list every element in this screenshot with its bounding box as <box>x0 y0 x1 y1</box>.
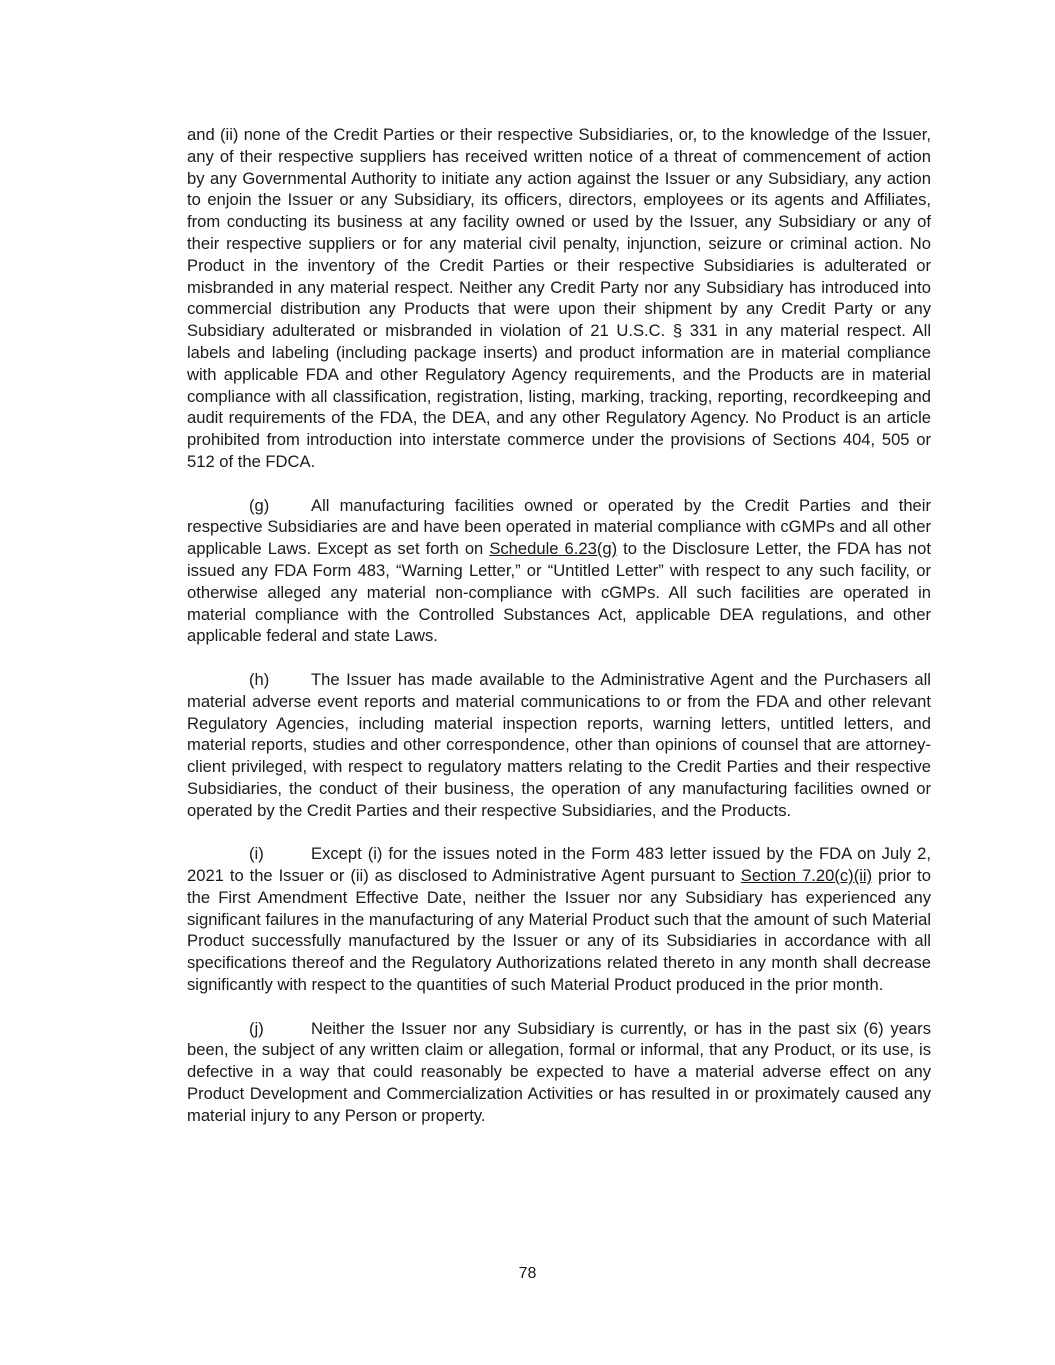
paragraph-j-label: (j) <box>249 1018 264 1038</box>
paragraph-f-text: and (ii) none of the Credit Parties or their respective Subsidiaries, or, to the knowledge of the Issuer, any of their respective suppliers has received written notice of a threat of commencement of action by any Governmental Authority to initiate any action against the Issuer or any Subsidiary, any action to enjoin the Issuer or any Subsidiary, its officers, directors, employees or its agents and Affiliates, from conducting its business at any facility owned or used by the Issuer, any Subsidiary or any of their respective suppliers or for any material civil penalty, injunction, seizure or criminal action. No Product in the inventory of the Credit Parties or their respective Subsidiaries is adulterated or misbranded in any material respect. Neither any Credit Party nor any Subsidiary has introduced into commercial distribution any Products that were upon their shipment by any Credit Party or any Subsidiary adulterated or misbranded in violation of 21 U.S.C. § 331 in any material respect. All labels and labeling (including package inserts) and product information are in material compliance with applicable FDA and other Regulatory Agency requirements, and the Products are in material compliance with all classification, registration, listing, marking, tracking, reporting, recordkeeping and audit requirements of the FDA, the DEA, and any other Regulatory Agency. No Product is an article prohibited from introduction into interstate commerce under the provisions of Sections 404, 505 or 512 of the FDCA. <box>187 125 931 471</box>
paragraph-j <box>187 1018 931 1127</box>
paragraph-j-text: Neither the Issuer nor any Subsidiary is currently, or has in the past six (6) years been, the subject of any written claim or allegation, formal or informal, that any Product, or its use, is defective in a way that could reasonably be expected to have a material adverse effect on any Product Development and Commercialization Activities or has resulted in or proximately caused any material injury to any Person or property. <box>187 1018 931 1125</box>
paragraph-h <box>187 669 931 822</box>
paragraph-f-continuation <box>187 124 931 473</box>
paragraph-i <box>187 843 931 996</box>
paragraph-h-text: The Issuer has made available to the Administrative Agent and the Purchasers all material adverse event reports and material communications to or from the FDA and other relevant Regulatory Agencies, including material inspection reports, warning letters, untitled letters, and material reports, studies and other correspondence, other than opinions of counsel that are attorney-client privileged, with respect to regulatory matters relating to the Credit Parties and their respective Subsidiaries, the conduct of their business, the operation of any manufacturing facilities owned or operated by the Credit Parties and their respective Subsidiaries, and the Products. <box>187 669 931 820</box>
paragraph-i-text-2: prior to the First Amendment Effective Date, neither the Issuer nor any Subsidiary has experienced any significant failures in the manufacturing of any Material Product such that the amount of such Material Product successfully manufactured by the Issuer or any of its Subsidiaries in accordance with all specifications thereof and the Regulatory Authorizations related thereto in any month shall decrease significantly with respect to the quantities of such Material Product produced in the prior month. <box>187 866 931 995</box>
paragraph-i-label: (i) <box>249 844 264 864</box>
schedule-reference-link: Schedule 6.23(g) <box>489 539 618 559</box>
paragraph-g-text-1: All manufacturing facilities owned or operated by the Credit Parties and their respective Subsidiaries are and have been operated in material compliance with cGMPs and all other applicable Laws. Except as set forth on <box>187 495 931 559</box>
paragraph-i-text-1: Except (i) for the issues noted in the Form 483 letter issued by the FDA on July 2, 2021 to the Issuer or (ii) as disclosed to Administrative Agent pursuant to <box>187 844 931 886</box>
document-body <box>187 124 931 1127</box>
paragraph-g-text-2: to the Disclosure Letter, the FDA has not issued any FDA Form 483, “Warning Letter,” or “Untitled Letter” with respect to any such facility, or otherwise alleged any material non-compliance with cGMPs. All such facilities are operated in material compliance with the Controlled Substances Act, applicable DEA regulations, and other applicable federal and state Laws. <box>187 539 931 646</box>
paragraph-g <box>187 495 931 648</box>
paragraph-h-label: (h) <box>249 669 270 689</box>
page-number: 78 <box>518 1265 537 1282</box>
section-reference-link: Section 7.20(c)(ii) <box>740 866 873 886</box>
paragraph-g-label: (g) <box>249 495 270 515</box>
